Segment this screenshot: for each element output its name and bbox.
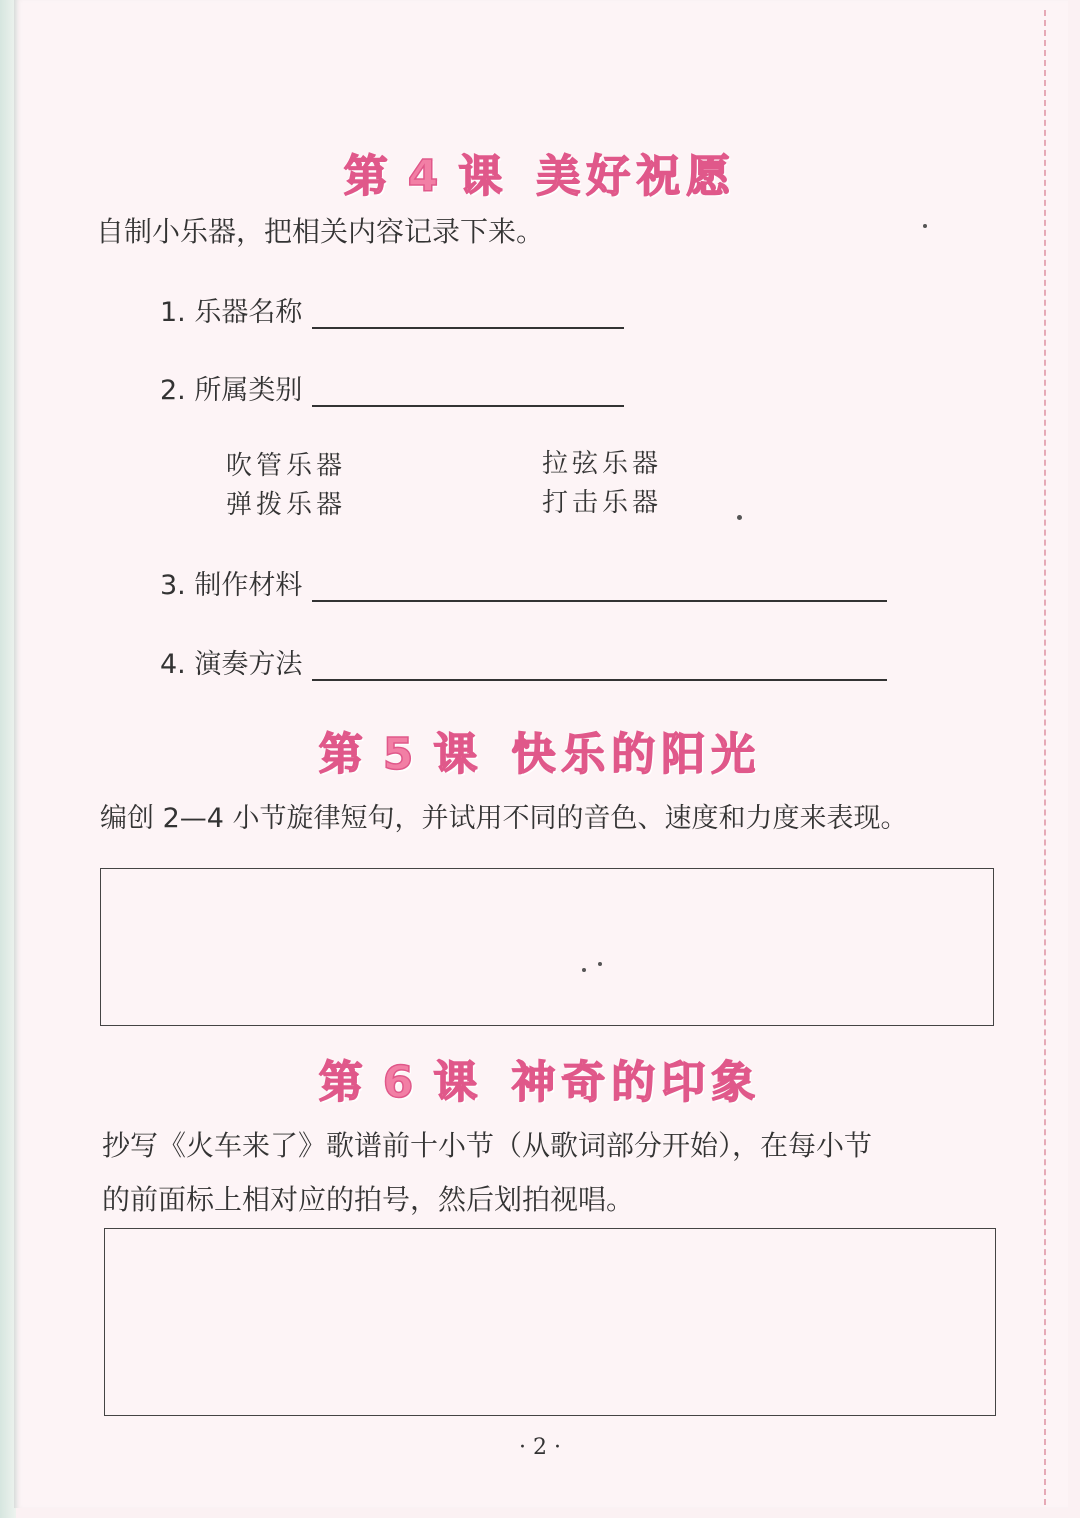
field-instrument-name-label: 1. 乐器名称 [160, 297, 303, 328]
lesson-4-number: 4 [407, 151, 445, 202]
category-percussion: 打击乐器 [542, 488, 663, 518]
lesson-6-instruction-line-2: 的前面标上相对应的拍号，然后划拍视唱。 [102, 1183, 635, 1216]
category-wind: 吹管乐器 [226, 451, 347, 481]
category-plucked-string: 弹拨乐器 [226, 490, 347, 520]
field-materials-blank[interactable] [312, 574, 887, 602]
scan-speck [923, 224, 927, 228]
lesson-4-name: 美好祝愿 [536, 151, 737, 202]
scan-speck [598, 962, 602, 966]
lesson-5-suffix: 课 [433, 729, 484, 780]
lesson-4-title [0, 140, 1080, 204]
lesson-6-name: 神奇的印象 [511, 1057, 762, 1108]
field-instrument-name [160, 290, 624, 329]
lesson-5-prefix: 第 [318, 729, 369, 780]
lesson-6-title [0, 1046, 1080, 1110]
lesson-5-name: 快乐的阳光 [511, 729, 762, 780]
lesson-6-number: 6 [382, 1057, 420, 1108]
lesson-4-instruction: 自制小乐器，把相关内容记录下来。 [96, 215, 545, 248]
lesson-4-prefix: 第 [343, 151, 394, 202]
field-playing-method-label: 4. 演奏方法 [160, 649, 303, 680]
page-number: · 2 · [519, 1435, 561, 1460]
field-playing-method-blank[interactable] [312, 653, 887, 681]
lesson-5-number: 5 [382, 729, 420, 780]
field-category [160, 368, 624, 407]
field-category-label: 2. 所属类别 [160, 375, 303, 406]
lesson-6-instruction-line-1: 抄写《火车来了》歌谱前十小节（从歌词部分开始），在每小节 [102, 1129, 873, 1162]
lesson-6-prefix: 第 [318, 1057, 369, 1108]
lesson-4-suffix: 课 [458, 151, 509, 202]
field-playing-method [160, 642, 887, 681]
lesson-5-instruction: 编创 2—4 小节旋律短句，并试用不同的音色、速度和力度来表现。 [100, 803, 908, 834]
lesson-5-answer-box[interactable] [100, 868, 994, 1026]
field-category-blank[interactable] [312, 379, 624, 407]
lesson-5-title [0, 718, 1080, 782]
category-bowed-string: 拉弦乐器 [542, 449, 663, 479]
scan-speck [737, 515, 742, 520]
field-instrument-name-blank[interactable] [312, 301, 624, 329]
field-materials [160, 563, 887, 602]
lesson-6-answer-box[interactable] [104, 1228, 996, 1416]
scan-speck [582, 968, 586, 972]
lesson-6-suffix: 课 [433, 1057, 484, 1108]
field-materials-label: 3. 制作材料 [160, 570, 303, 601]
